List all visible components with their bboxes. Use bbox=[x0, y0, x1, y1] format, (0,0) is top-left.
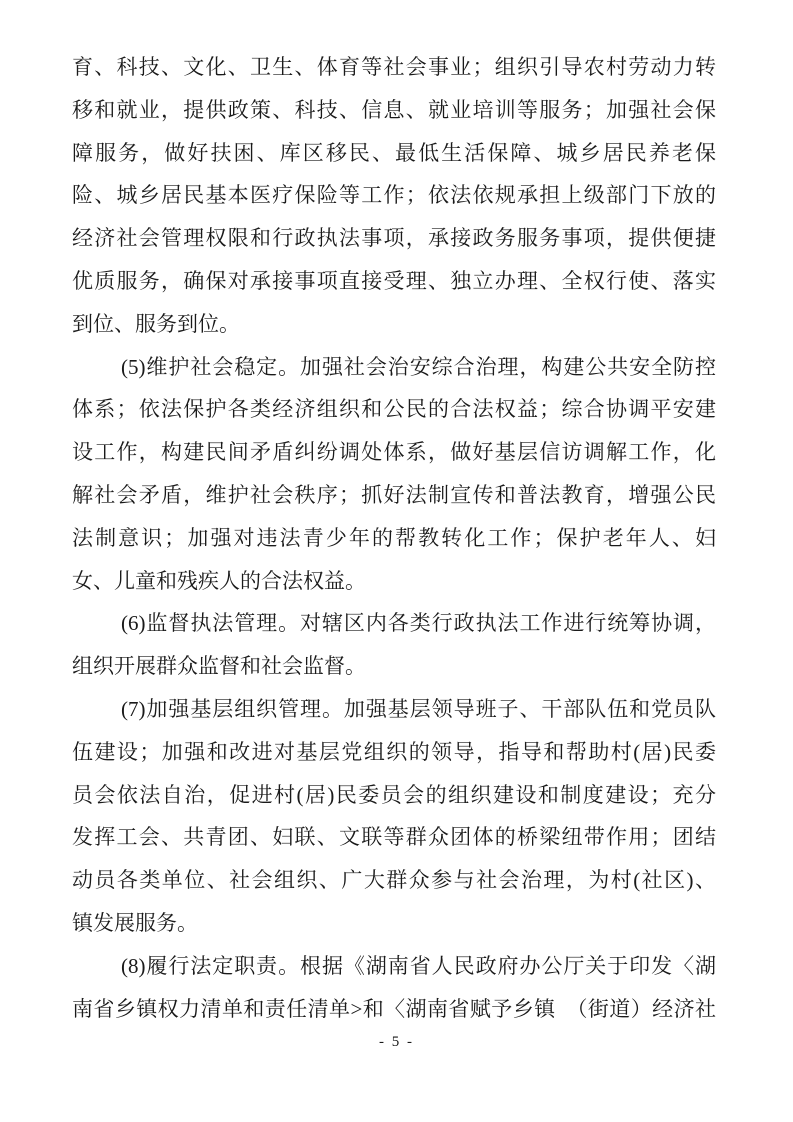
text-line: 法制意识；加强对违法青少年的帮教转化工作；保护老年人、妇 bbox=[72, 525, 716, 550]
paragraph bbox=[72, 46, 716, 346]
text-line: 南省乡镇权力清单和责任清单>和〈湖南省赋予乡镇 （街道）经济社 bbox=[72, 996, 716, 1021]
text-line: 员会依法自治，促进村(居)民委员会的组织建设和制度建设；充分 bbox=[72, 782, 716, 807]
text-line: 体系；依法保护各类经济组织和公民的合法权益；综合协调平安建 bbox=[72, 397, 716, 422]
paragraph bbox=[72, 602, 716, 688]
text-line: 优质服务，确保对承接事项直接受理、独立办理、全权行使、落实 bbox=[72, 268, 716, 293]
text-line: 险、城乡居民基本医疗保险等工作；依法依规承担上级部门下放的 bbox=[72, 183, 716, 208]
text-line: 伍建设；加强和改进对基层党组织的领导，指导和帮助村(居)民委 bbox=[72, 739, 716, 764]
text-line: (7)加强基层组织管理。加强基层领导班子、干部队伍和党员队 bbox=[121, 696, 716, 721]
text-line: 女、儿童和残疾人的合法权益。 bbox=[72, 568, 366, 593]
text-line: (6)监督执法管理。对辖区内各类行政执法工作进行统筹协调， bbox=[121, 611, 716, 636]
paragraph bbox=[72, 688, 716, 945]
text-line: (5)维护社会稳定。加强社会治安综合治理，构建公共安全防控 bbox=[121, 354, 716, 379]
text-line: 镇发展服务。 bbox=[72, 910, 198, 935]
page-number: - 5 - bbox=[379, 1034, 414, 1050]
document-body bbox=[72, 46, 716, 1030]
text-line: 设工作，构建民间矛盾纠纷调处体系，做好基层信访调解工作，化 bbox=[72, 440, 716, 465]
text-line: 动员各类单位、社会组织、广大群众参与社会治理，为村(社区)、 bbox=[72, 868, 716, 893]
text-line: 发挥工会、共青团、妇联、文联等群众团体的桥梁纽带作用；团结 bbox=[72, 825, 716, 850]
text-line: 育、科技、文化、卫生、体育等社会事业；组织引导农村劳动力转 bbox=[72, 55, 716, 79]
text-line: 经济社会管理权限和行政执法事项，承接政务服务事项，提供便捷 bbox=[72, 226, 716, 251]
text-line: 移和就业，提供政策、科技、信息、就业培训等服务；加强社会保 bbox=[72, 97, 716, 122]
text-line: 障服务，做好扶困、库区移民、最低生活保障、城乡居民养老保 bbox=[72, 140, 716, 165]
text-line: 解社会矛盾，维护社会秩序；抓好法制宣传和普法教育，增强公民 bbox=[72, 482, 716, 507]
text-line: (8)履行法定职责。根据《湖南省人民政府办公厅关于印发〈湖 bbox=[121, 953, 716, 978]
text-line: 组织开展群众监督和社会监督。 bbox=[72, 654, 366, 679]
text-line: 到位、服务到位。 bbox=[72, 311, 240, 336]
paragraph bbox=[72, 945, 716, 1031]
paragraph bbox=[72, 346, 716, 603]
